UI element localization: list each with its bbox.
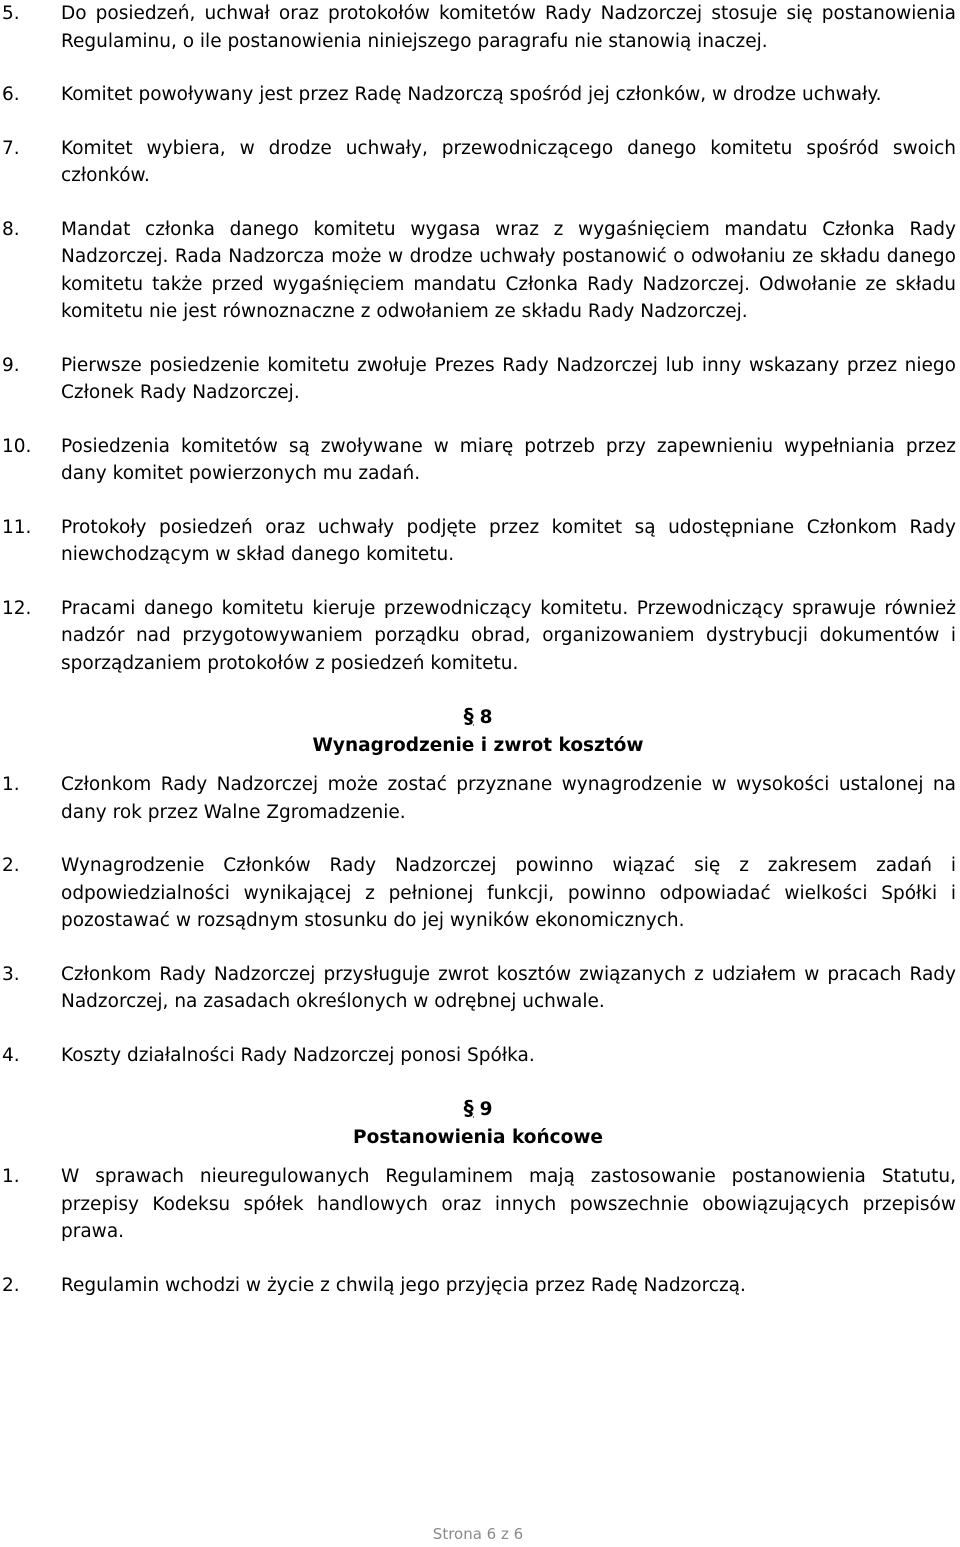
list-item bbox=[0, 433, 956, 488]
item-number: 10. bbox=[2, 435, 32, 457]
list-items-a bbox=[0, 0, 956, 677]
item-text: Protokoły posiedzeń oraz uchwały podjęte przez komitet są udostępniane Członkom Rady niewchodzącym w skład danego komitetu. bbox=[61, 516, 956, 565]
item-number: 7. bbox=[2, 137, 20, 159]
item-number: 4. bbox=[2, 1044, 20, 1066]
list-item bbox=[0, 961, 956, 1016]
item-text: Mandat członka danego komitetu wygasa wraz z wygaśnięciem mandatu Członka Rady Nadzorczej. Rada Nadzorcza może w drodze uchwały postanowić o odwołaniu ze składu danego komitetu także przed wygaśnięciem mandatu Członka Rady Nadzorczej. Odwołanie ze składu komitetu nie jest równoznaczne z odwołaniem ze składu Rady Nadzorczej. bbox=[61, 218, 956, 322]
item-number: 6. bbox=[2, 84, 20, 105]
list-item bbox=[0, 595, 956, 678]
item-number: 5. bbox=[2, 3, 20, 24]
section-8-number: 8 bbox=[479, 707, 493, 728]
item-text: Wynagrodzenie Członków Rady Nadzorczej powinno wiązać się z zakresem zadań i odpowiedzialności wynikającej z pełnionej funkcji, powinno odpowiadać wielkości Spółki i pozostawać w rozsądnym stosunku do jej wyników ekonomicznych. bbox=[61, 855, 956, 931]
list-item bbox=[0, 135, 956, 190]
list-item bbox=[0, 514, 956, 569]
item-number: 12. bbox=[2, 597, 32, 619]
item-text: Członkom Rady Nadzorczej może zostać przyznane wynagrodzenie w wysokości ustalonej na dany rok przez Walne Zgromadzenie. bbox=[61, 774, 956, 823]
item-number: 11. bbox=[2, 516, 32, 538]
section-8-number-line bbox=[0, 703, 956, 732]
section-8-title: Wynagrodzenie i zwrot kosztów bbox=[312, 734, 644, 756]
section-8-heading bbox=[0, 703, 956, 759]
list-item bbox=[0, 1042, 956, 1070]
section-9 bbox=[0, 1095, 956, 1299]
section-9-number: 9 bbox=[479, 1099, 493, 1120]
item-text: Pracami danego komitetu kieruje przewodniczący komitetu. Przewodniczący sprawuje również nadzór nad przygotowywaniem porządku obrad, organizowaniem dystrybucji dokumentów i sporządzaniem protokołów z posiedzeń komitetu. bbox=[61, 597, 956, 674]
section-9-title: Postanowienia końcowe bbox=[353, 1126, 603, 1148]
page-number: Strona 6 z 6 bbox=[432, 1525, 524, 1543]
item-text: Komitet powoływany jest przez Radę Nadzorczą spośród jej członków, w drodze uchwały. bbox=[61, 84, 882, 105]
item-number: 1. bbox=[2, 1166, 20, 1187]
item-number: 9. bbox=[2, 354, 20, 376]
list-item bbox=[0, 216, 956, 326]
item-text: W sprawach nieuregulowanych Regulaminem mają zastosowanie postanowienia Statutu, przepisy Kodeksu spółek handlowych oraz innych powszechnie obowiązujących przepisów prawa. bbox=[61, 1166, 956, 1242]
section-sign: § bbox=[463, 704, 474, 728]
item-number: 2. bbox=[2, 855, 20, 876]
list-item bbox=[0, 771, 956, 826]
item-text: Regulamin wchodzi w życie z chwilą jego przyjęcia przez Radę Nadzorczą. bbox=[61, 1274, 746, 1296]
section-9-heading bbox=[0, 1095, 956, 1151]
section-9-number-line bbox=[0, 1095, 956, 1124]
section-8 bbox=[0, 703, 956, 1069]
list-item bbox=[0, 1163, 956, 1246]
list-item bbox=[0, 852, 956, 935]
item-text: Pierwsze posiedzenie komitetu zwołuje Prezes Rady Nadzorczej lub inny wskazany przez niego Członek Rady Nadzorczej. bbox=[61, 354, 956, 403]
list-item bbox=[0, 81, 956, 109]
section-sign: § bbox=[463, 1096, 474, 1120]
item-text: Do posiedzeń, uchwał oraz protokołów komitetów Rady Nadzorczej stosuje się postanowienia Regulaminu, o ile postanowienia niniejszego paragrafu nie stanowią inaczej. bbox=[61, 3, 956, 52]
item-text: Komitet wybiera, w drodze uchwały, przewodniczącego danego komitetu spośród swoich członków. bbox=[61, 137, 956, 186]
page-footer bbox=[0, 1525, 956, 1543]
item-number: 2. bbox=[2, 1274, 20, 1296]
item-text: Posiedzenia komitetów są zwoływane w miarę potrzeb przy zapewnieniu wypełniania przez dany komitet powierzonych mu zadań. bbox=[61, 435, 956, 484]
item-number: 8. bbox=[2, 218, 20, 240]
list-item bbox=[0, 352, 956, 407]
item-text: Członkom Rady Nadzorczej przysługuje zwrot kosztów związanych z udziałem w pracach Rady Nadzorczej, na zasadach określonych w odrębnej uchwale. bbox=[61, 963, 956, 1012]
list-item bbox=[0, 1272, 956, 1300]
list-item bbox=[0, 0, 956, 55]
item-number: 1. bbox=[2, 774, 20, 795]
item-number: 3. bbox=[2, 963, 20, 985]
item-text: Koszty działalności Rady Nadzorczej ponosi Spółka. bbox=[61, 1044, 535, 1066]
